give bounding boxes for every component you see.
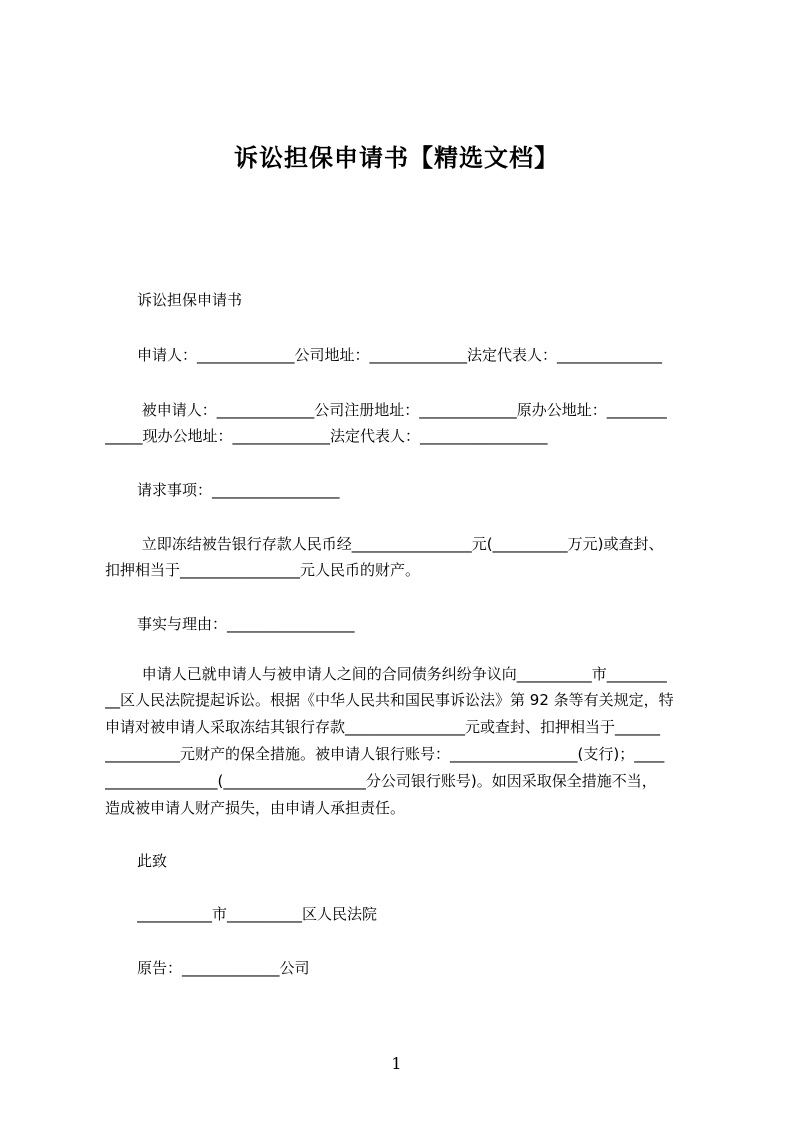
document-title: 诉讼担保申请书【精选文档】 xyxy=(234,144,559,172)
facts-reasons-line: 事实与理由：_________________ xyxy=(137,615,355,633)
facts-paragraph-line: 申请人已就申请人与被申请人之间的合同债务纠纷争议向__________市________ xyxy=(137,665,667,683)
request-items-line: 请求事项：_________________ xyxy=(137,481,340,499)
facts-paragraph-line: __________元财产的保全措施。被申请人银行账号：_________________(支行)；____ xyxy=(105,745,665,763)
respondent-line-cont: _____现办公地址：_____________法定代表人：_________________ xyxy=(105,427,548,445)
facts-paragraph-line: 造成被申请人财产损失，由申请人承担责任。 xyxy=(105,799,406,817)
court-addressee: __________市__________区人民法院 xyxy=(137,905,378,923)
facts-paragraph-line: __区人民法院提起诉讼。根据《中华人民共和国民事诉讼法》第 92 条等有关规定，特 xyxy=(105,691,674,709)
section-heading: 诉讼担保申请书 xyxy=(137,291,243,309)
facts-paragraph-line: 申请对被申请人采取冻结其银行存款________________元或查封、扣押相当于______ xyxy=(105,718,661,736)
plaintiff-line: 原告：_____________公司 xyxy=(137,959,310,977)
respondent-line: 被申请人：_____________公司注册地址：_____________原办公地址：________ xyxy=(137,401,667,419)
page-number: 1 xyxy=(391,1054,402,1073)
facts-paragraph-line: _______________(___________________分公司银行账号)。如因采取保全措施不当， xyxy=(105,772,657,790)
closing-salutation: 此致 xyxy=(137,852,168,870)
request-paragraph-line: 扣押相当于________________元人民币的财产。 xyxy=(105,561,421,579)
request-paragraph-line: 立即冻结被告银行存款人民币经________________元(__________万元)或查封、 xyxy=(137,535,664,553)
applicant-line: 申请人：_____________公司地址：_____________法定代表人：______________ xyxy=(137,346,663,364)
